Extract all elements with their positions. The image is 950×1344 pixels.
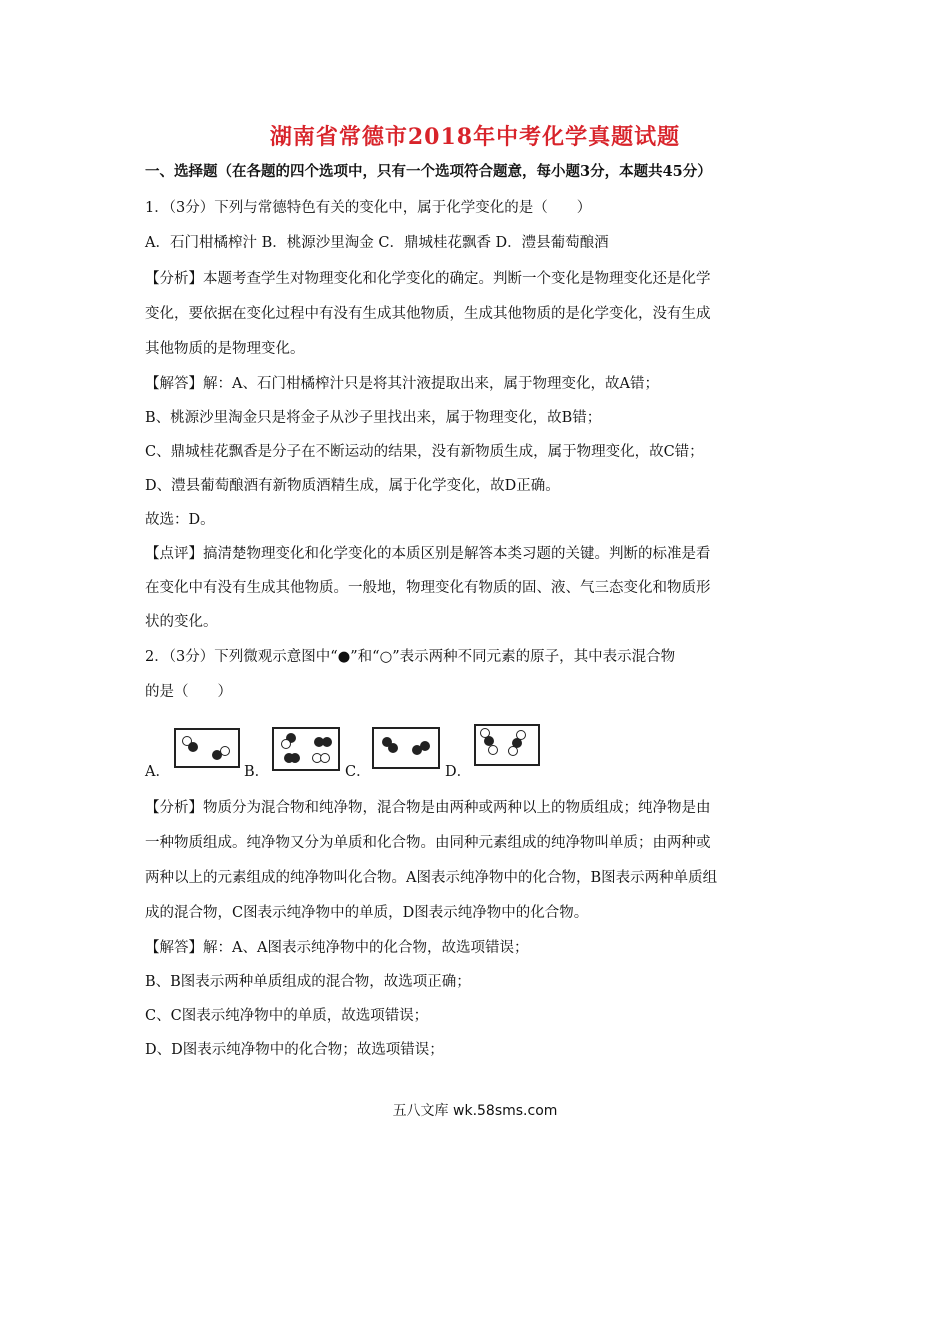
option-d-label: D．: [445, 764, 472, 780]
page-footer: 五八文库 wk.58sms.com: [392, 1103, 558, 1119]
q1-answer-line: D、澧县葡萄酿酒有新物质酒精生成，属于化学变化，故D正确。: [145, 478, 560, 494]
black-atom: [388, 743, 398, 753]
q2-analysis-line: 成的混合物，C图表示纯净物中的单质，D图表示纯净物中的化合物。: [145, 905, 589, 921]
black-atom: [188, 742, 198, 752]
diagram-c: [372, 727, 440, 769]
black-atom: [290, 753, 300, 763]
white-atom: [220, 746, 230, 756]
white-atom: [488, 745, 498, 755]
q1-options: A．石门柑橘榨汁 B．桃源沙里淘金 C．鼎城桂花飘香 D．澧县葡萄酿酒: [145, 235, 609, 251]
q2-stem-line: 2．（3分）下列微观示意图中“●”和“○”表示两种不同元素的原子，其中表示混合物: [145, 649, 676, 665]
q2-answer-line: B、B图表示两种单质组成的混合物，故选项正确；: [145, 974, 471, 990]
option-a-label: A．: [145, 764, 170, 780]
black-atom: [420, 741, 430, 751]
q1-comment-line: 在变化中有没有生成其他物质。一般地，物理变化有物质的固、液、气三态变化和物质形: [145, 580, 711, 596]
option-c-label: C．: [345, 764, 371, 780]
diagram-b: [272, 727, 340, 771]
q1-answer-line: 【解答】解：A、石门柑橘榨汁只是将其汁液提取出来，属于物理变化，故A错；: [145, 376, 659, 392]
section-heading: 一、选择题（在各题的四个选项中，只有一个选项符合题意，每小题3分，本题共45分）: [145, 163, 712, 180]
white-atom: [281, 739, 291, 749]
black-atom: [322, 737, 332, 747]
q1-analysis-line: 【分析】本题考查学生对物理变化和化学变化的确定。判断一个变化是物理变化还是化学: [145, 271, 711, 287]
q2-answer-line: 【解答】解：A、A图表示纯净物中的化合物，故选项错误；: [145, 940, 529, 956]
q2-stem-line: 的是（ ）: [145, 684, 232, 700]
option-b-label: B．: [244, 764, 270, 780]
q2-analysis-line: 两种以上的元素组成的纯净物叫化合物。A图表示纯净物中的化合物，B图表示两种单质组: [145, 870, 718, 886]
q1-analysis-line: 变化，要依据在变化过程中有没有生成其他物质，生成其他物质的是化学变化，没有生成: [145, 306, 711, 322]
q2-answer-line: C、C图表示纯净物中的单质，故选项错误；: [145, 1008, 429, 1024]
white-atom: [508, 746, 518, 756]
q2-analysis-line: 一种物质组成。纯净物又分为单质和化合物。由同种元素组成的纯净物叫单质；由两种或: [145, 835, 711, 851]
q1-answer-line: B、桃源沙里淘金只是将金子从沙子里找出来，属于物理变化，故B错；: [145, 410, 602, 426]
page-title: 湖南省常德市2018年中考化学真题试题: [269, 124, 681, 150]
q2-answer-line: D、D图表示纯净物中的化合物；故选项错误；: [145, 1042, 444, 1058]
white-atom: [320, 753, 330, 763]
q1-answer-line: C、鼎城桂花飘香是分子在不断运动的结果，没有新物质生成，属于物理变化，故C错；: [145, 444, 704, 460]
q1-analysis-line: 其他物质的是物理变化。: [145, 341, 305, 357]
q2-analysis-line: 【分析】物质分为混合物和纯净物，混合物是由两种或两种以上的物质组成；纯净物是由: [145, 800, 711, 816]
q1-comment-line: 【点评】搞清楚物理变化和化学变化的本质区别是解答本类习题的关键。判断的标准是看: [145, 546, 711, 562]
diagram-a: [174, 728, 240, 768]
diagram-d: [474, 724, 540, 766]
q1-answer-line: 故选：D。: [145, 512, 215, 528]
q1-comment-line: 状的变化。: [145, 614, 218, 630]
q1-stem: 1．（3分）下列与常德特色有关的变化中，属于化学变化的是（ ）: [145, 200, 592, 216]
